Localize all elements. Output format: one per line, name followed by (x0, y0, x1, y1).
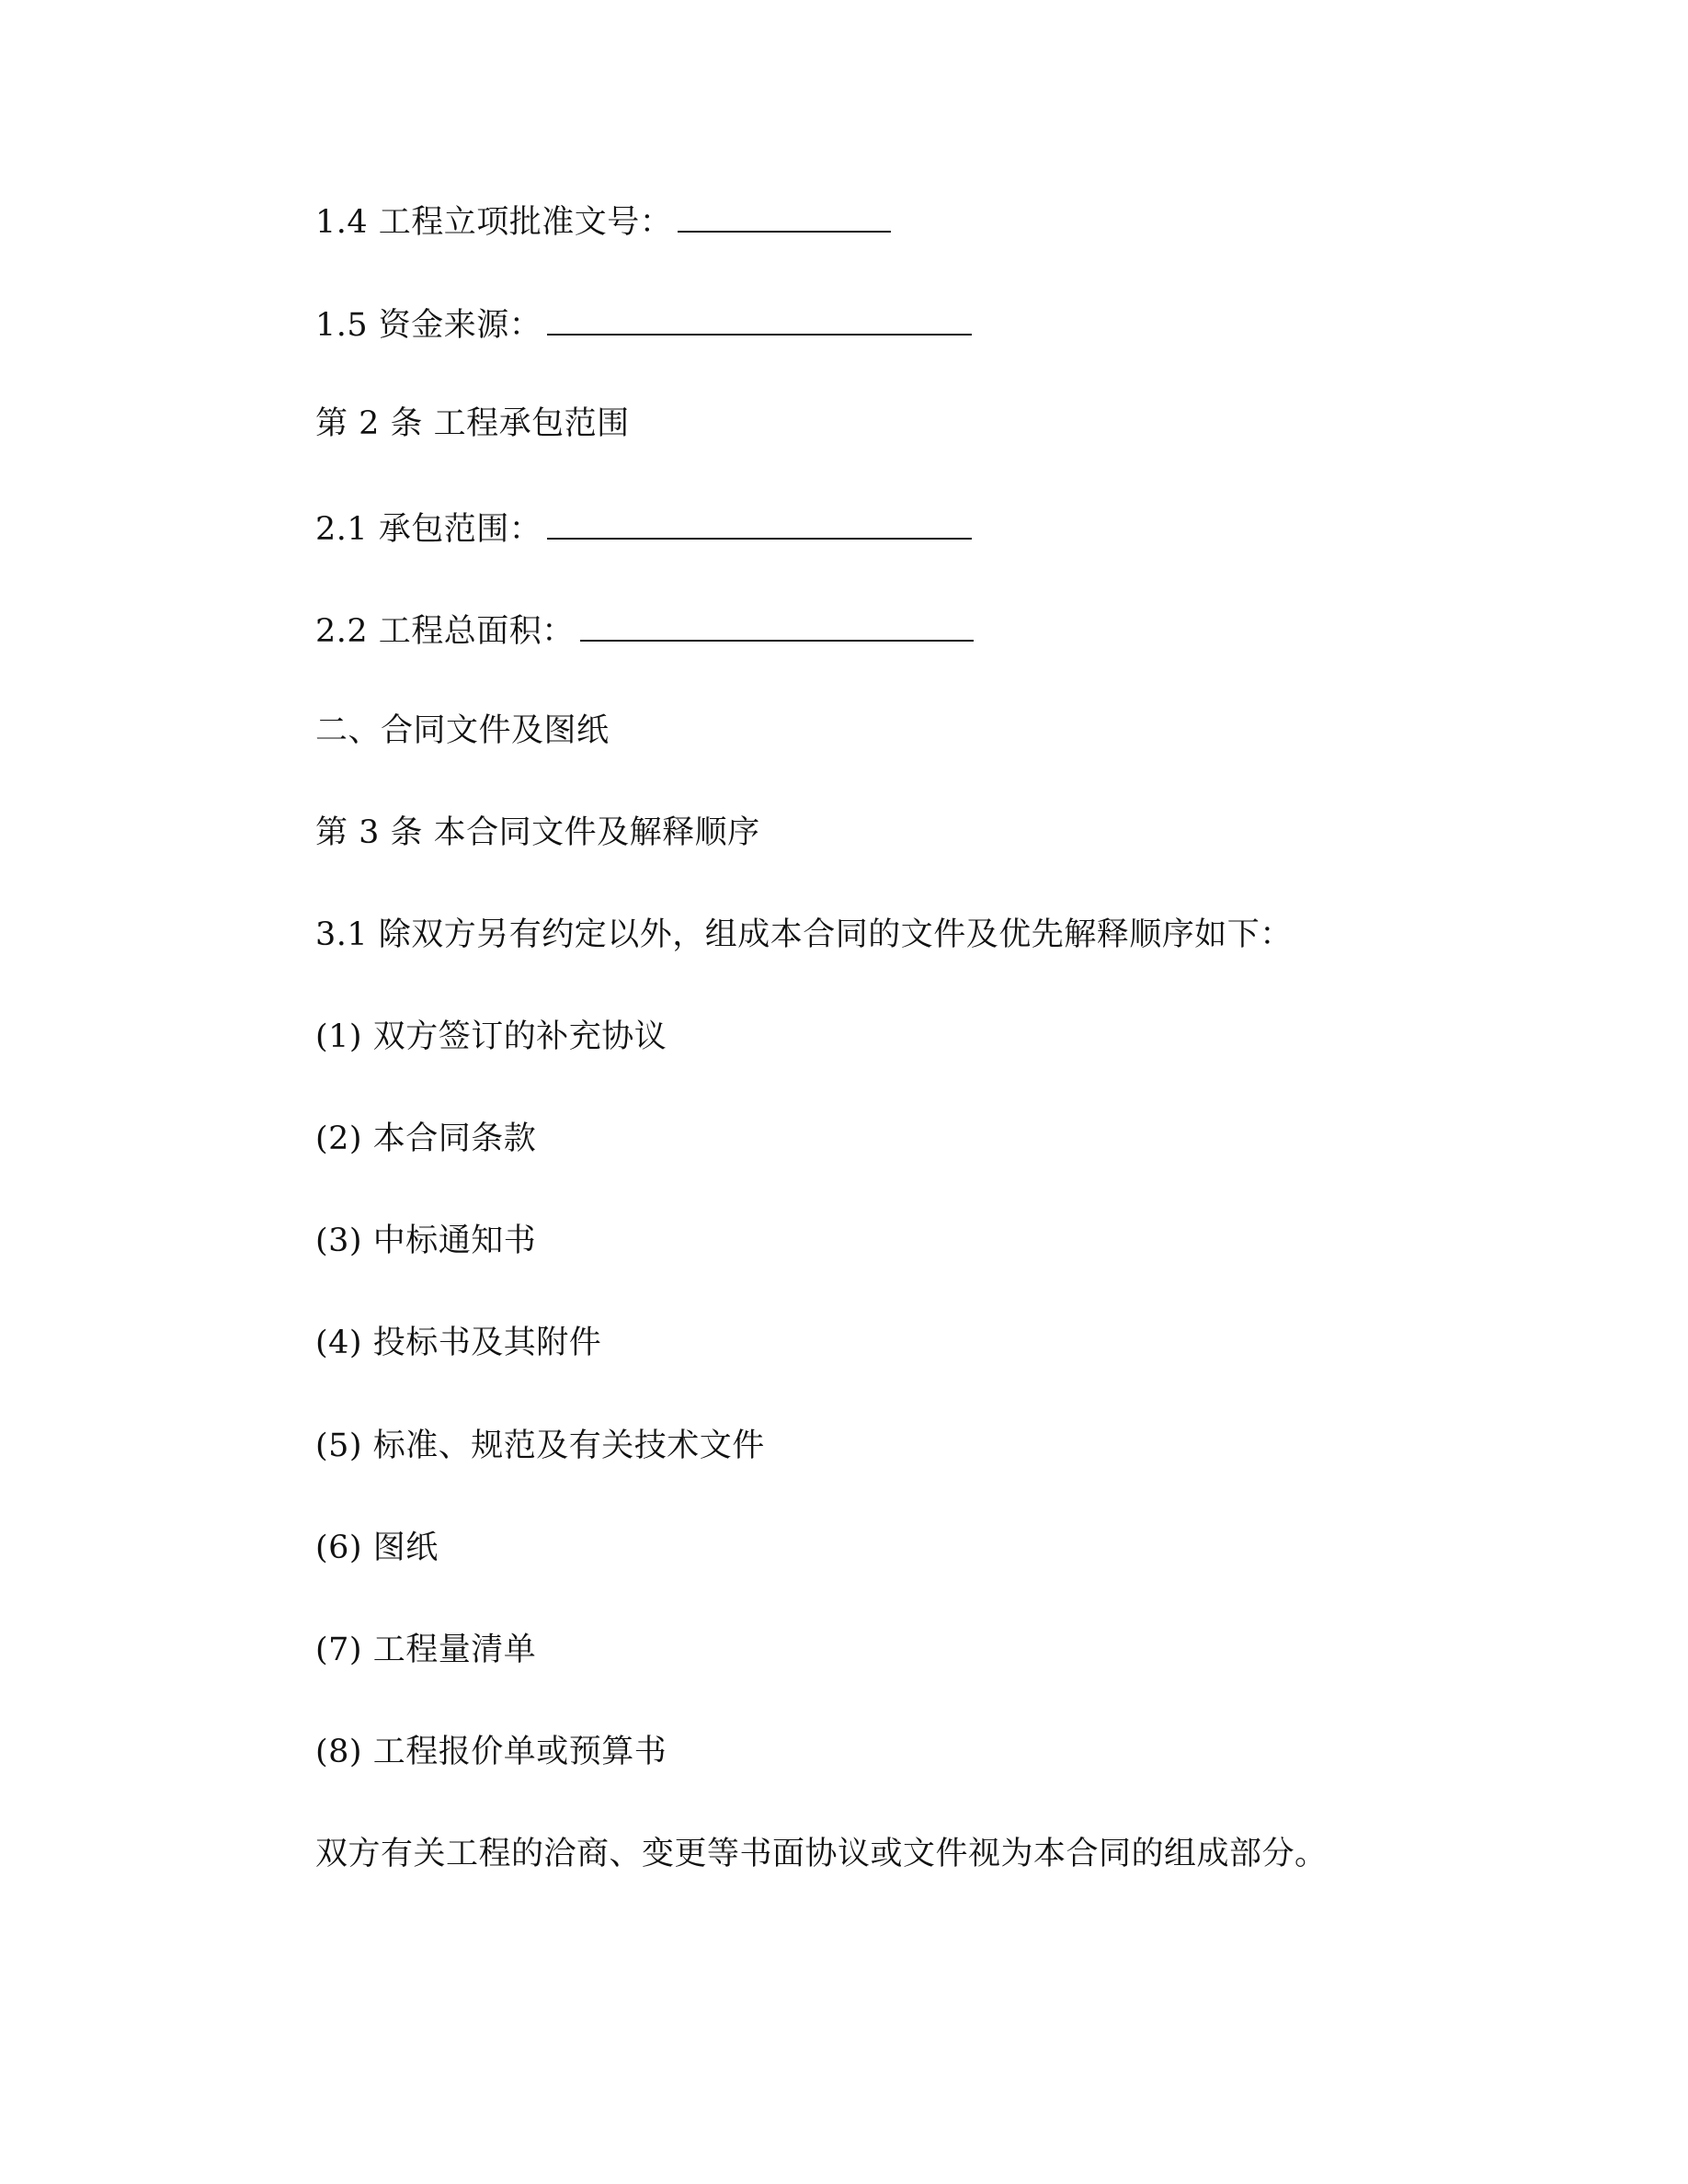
list-item (315, 1528, 439, 1568)
article-2-label: 第 2 条 工程承包范围 (315, 405, 630, 442)
closing-text: 双方有关工程的洽商、变更等书面协议或文件视为本合同的组成部分。 (315, 1836, 1328, 1872)
list-item-text: (5) 标准、规范及有关技术文件 (315, 1428, 765, 1464)
list-item-text: (2) 本合同条款 (315, 1120, 537, 1157)
item-2-2 (315, 609, 974, 652)
fill-in-blank (547, 506, 972, 540)
article-3-heading (315, 813, 760, 853)
section-2-heading (315, 711, 610, 751)
item-1-5-label: 1.5 资金来源： (315, 307, 542, 344)
list-item-text: (3) 中标通知书 (315, 1223, 537, 1259)
article-2-heading (315, 404, 630, 444)
list-item-text: (1) 双方签订的补充协议 (315, 1018, 667, 1055)
item-2-1 (315, 506, 972, 550)
item-2-2-label: 2.2 工程总面积： (315, 613, 575, 650)
list-item (315, 1630, 536, 1670)
item-1-5 (315, 302, 972, 346)
fill-in-blank (547, 302, 972, 336)
list-item (315, 1221, 536, 1261)
closing-paragraph (315, 1834, 1328, 1874)
list-item (315, 1017, 667, 1057)
list-item-text: (6) 图纸 (315, 1530, 439, 1566)
item-2-1-label: 2.1 承包范围： (315, 511, 542, 548)
list-item (315, 1732, 667, 1772)
item-3-1 (315, 915, 1293, 955)
fill-in-blank (678, 199, 891, 233)
article-3-label: 第 3 条 本合同文件及解释顺序 (315, 814, 760, 851)
list-item-text: (7) 工程量清单 (315, 1632, 537, 1668)
item-3-1-label: 3.1 除双方另有约定以外，组成本合同的文件及优先解释顺序如下： (315, 916, 1293, 953)
item-1-4 (315, 199, 891, 243)
fill-in-blank (580, 609, 974, 642)
section-2-label: 二、合同文件及图纸 (315, 712, 610, 749)
list-item-text: (4) 投标书及其附件 (315, 1325, 602, 1361)
list-item (315, 1119, 536, 1159)
item-1-4-label: 1.4 工程立项批准文号： (315, 204, 673, 241)
list-item (315, 1426, 765, 1466)
list-item (315, 1323, 601, 1363)
list-item-text: (8) 工程报价单或预算书 (315, 1734, 667, 1770)
